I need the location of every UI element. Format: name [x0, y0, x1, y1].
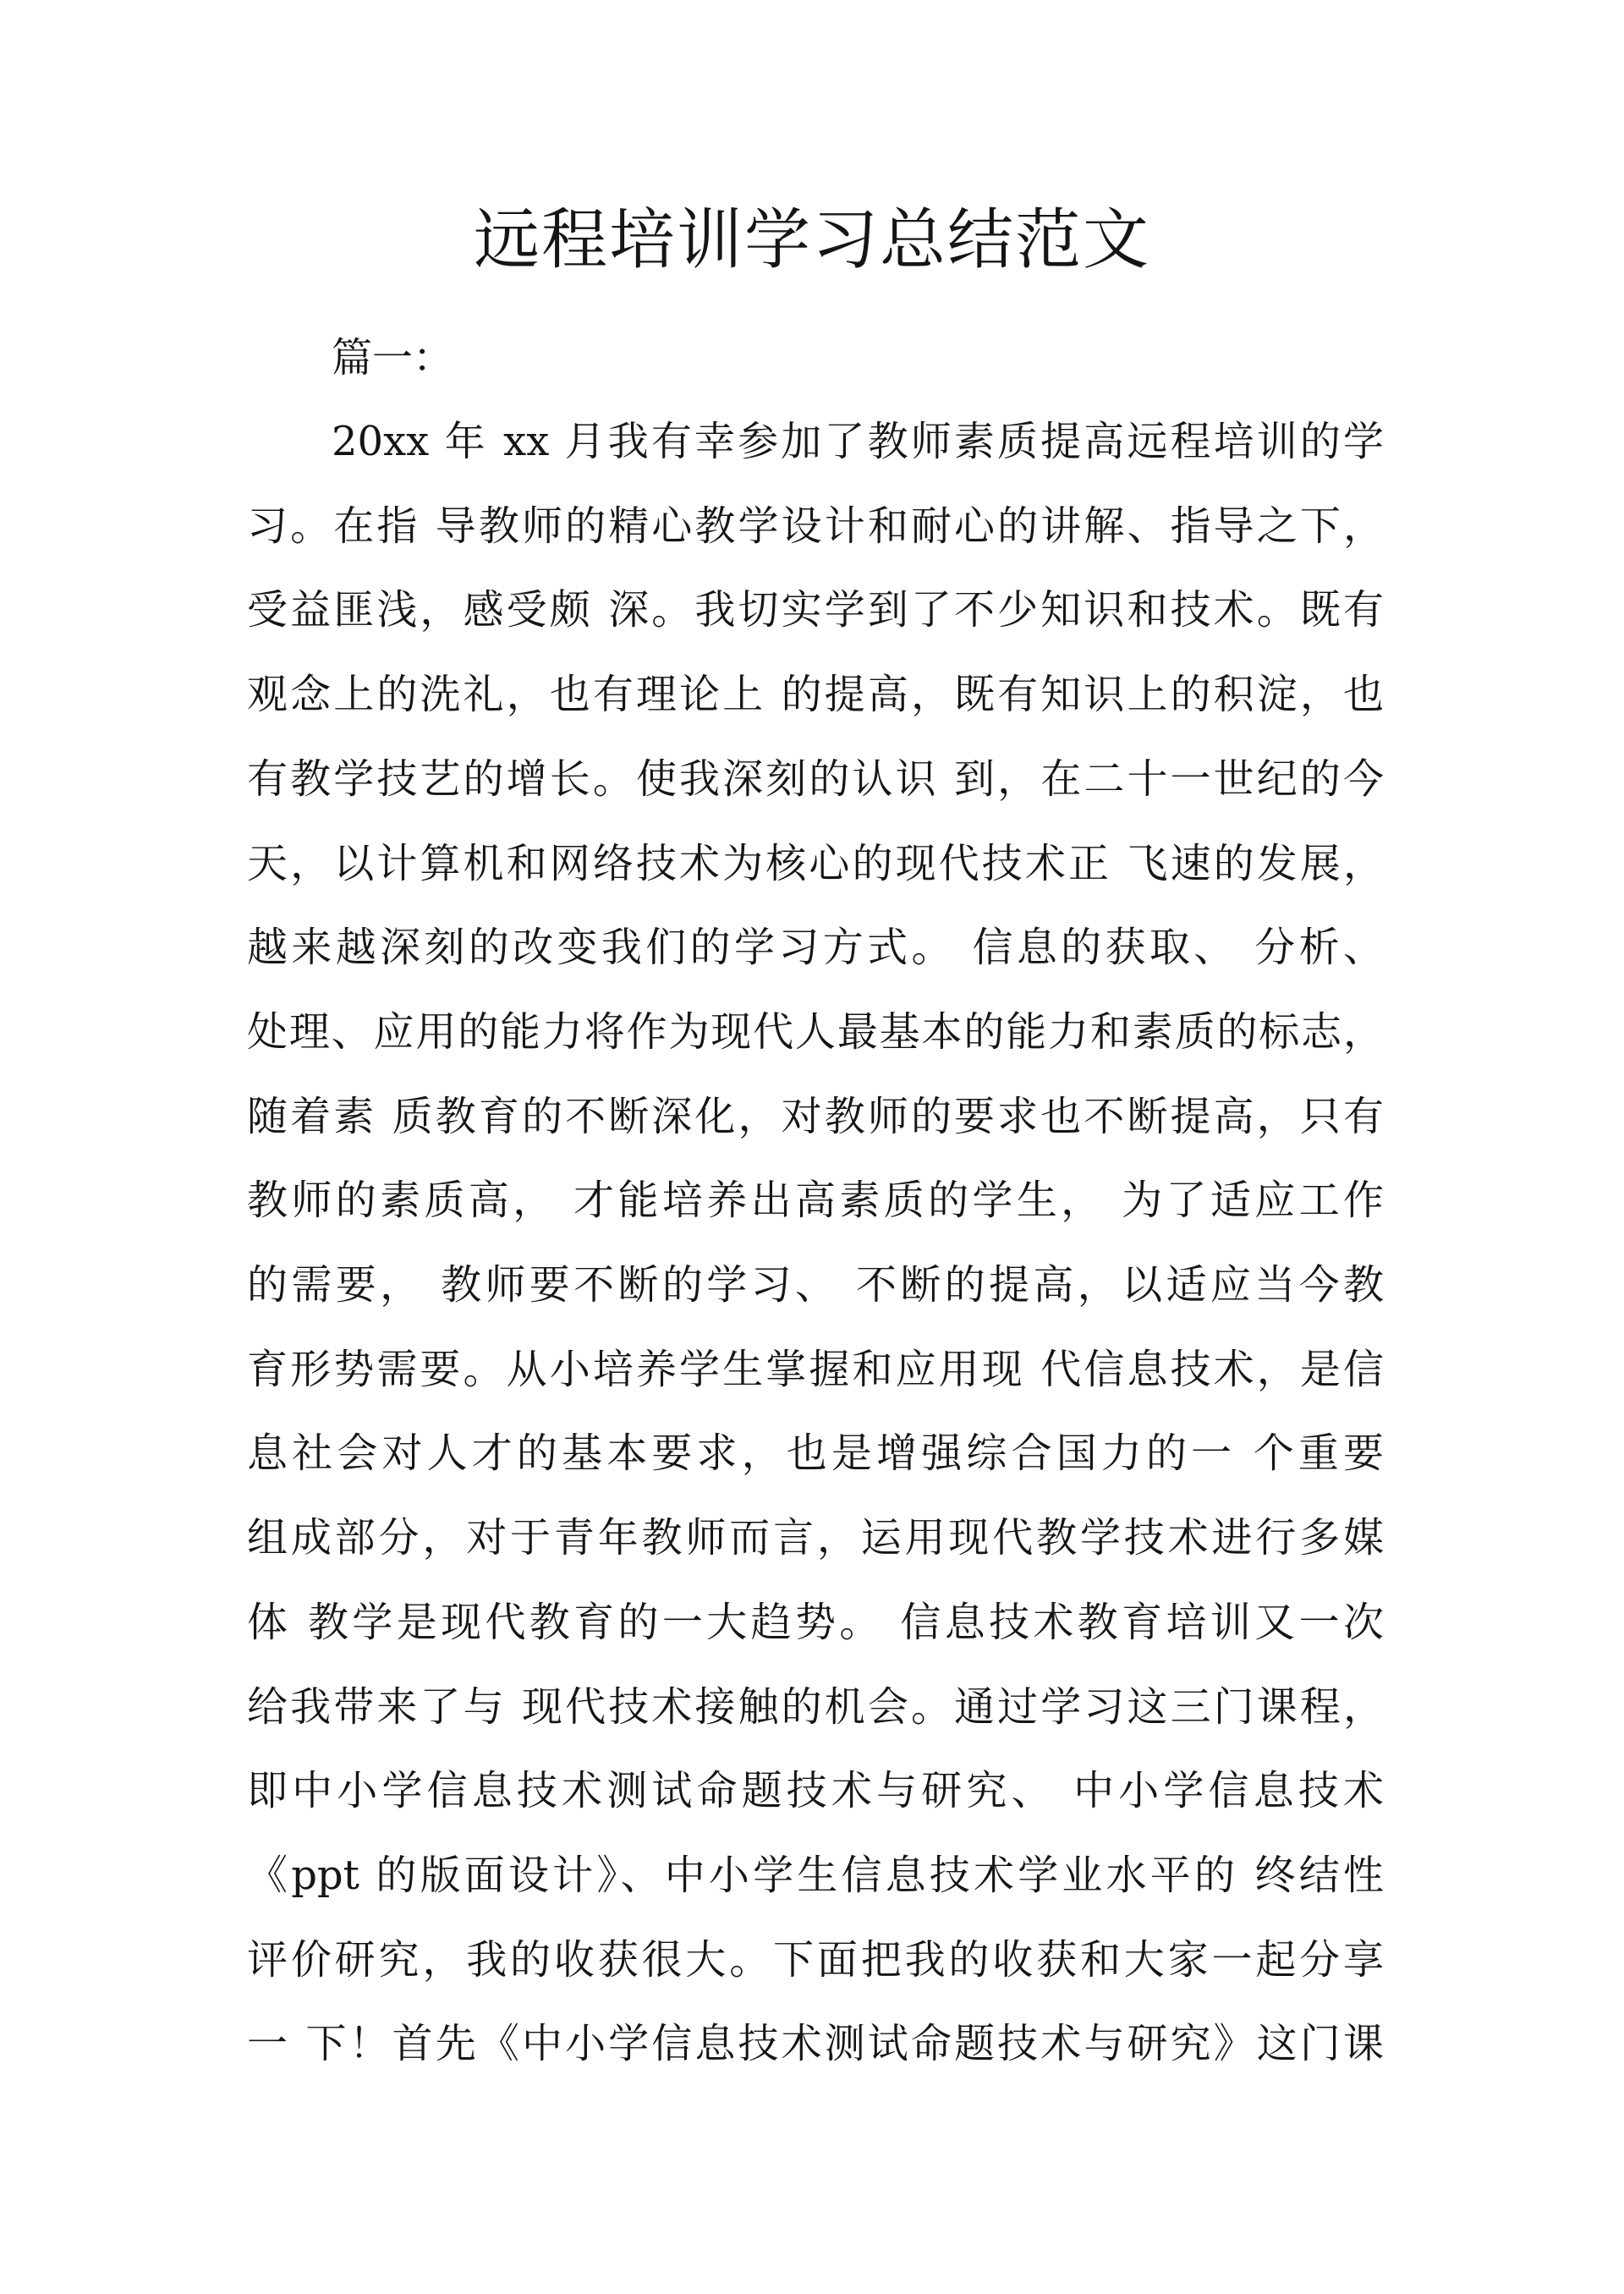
body-text-line: 20xx 年 xx 月我有幸参加了教师素质提高远程培训的学 [332, 418, 1384, 465]
body-text-line: 的需要， 教师要不断的学习、 不断的提高，以适应当今教 [247, 1261, 1384, 1309]
body-text-line: 天，以计算机和网络技术为核心的现代技术正 飞速的发展， [247, 839, 1384, 887]
section-heading: 篇一： [332, 334, 454, 381]
body-text-line: 给我带来了与 现代技术接触的机会。通过学习这三门课程， [247, 1682, 1384, 1731]
body-text-line: 随着素 质教育的不断深化，对教师的要求也不断提高，只有 [247, 1092, 1384, 1140]
body-text-line: 教师的素质高， 才能培养出高素质的学生， 为了适应工作 [247, 1177, 1384, 1225]
body-text-line: 育形势需要。从小培养学生掌握和应用现 代信息技术，是信 [247, 1345, 1384, 1393]
body-text-line: 越来越深刻的改变我们的学习方式。 信息的获取、 分析、 [247, 924, 1384, 972]
body-text-line: 息社会对人才的基本要求，也是增强综合国力的一 个重要 [247, 1430, 1384, 1478]
body-text-line: 体 教学是现代教育的一大趋势。 信息技术教育培训又一次 [247, 1598, 1384, 1646]
body-text-line: 处理、应用的能力将作为现代人最基本的能力和素质的标志， [247, 1007, 1384, 1056]
body-text-line: 即中小学信息技术测试命题技术与研究、 中小学信息技术 [247, 1767, 1384, 1815]
body-text-line: 一 下！首先《中小学信息技术测试命题技术与研究》这门课 [247, 2020, 1384, 2068]
body-text-line: 有教学技艺的增长。使我深刻的认识 到，在二十一世纪的今 [247, 755, 1384, 803]
body-text-line: 受益匪浅，感受颇 深。我切实学到了不少知识和技术。既有 [247, 586, 1384, 634]
body-text-line: 习。在指 导教师的精心教学设计和耐心的讲解、指导之下， [247, 502, 1384, 550]
document-title: 远程培训学习总结范文 [473, 202, 1150, 278]
body-text-line: 观念上的洗礼，也有理论上 的提高，既有知识上的积淀，也 [247, 671, 1384, 719]
body-text-line: 评价研究，我的收获很大。下面把我的收获和大家一起分享 [247, 1935, 1384, 1984]
body-text-line: 《ppt 的版面设计》、中小学生信息技术学业水平的 终结性 [247, 1851, 1384, 1899]
body-text-line: 组成部分，对于青年教师而言，运用现代教学技术进行多媒 [247, 1514, 1384, 1562]
